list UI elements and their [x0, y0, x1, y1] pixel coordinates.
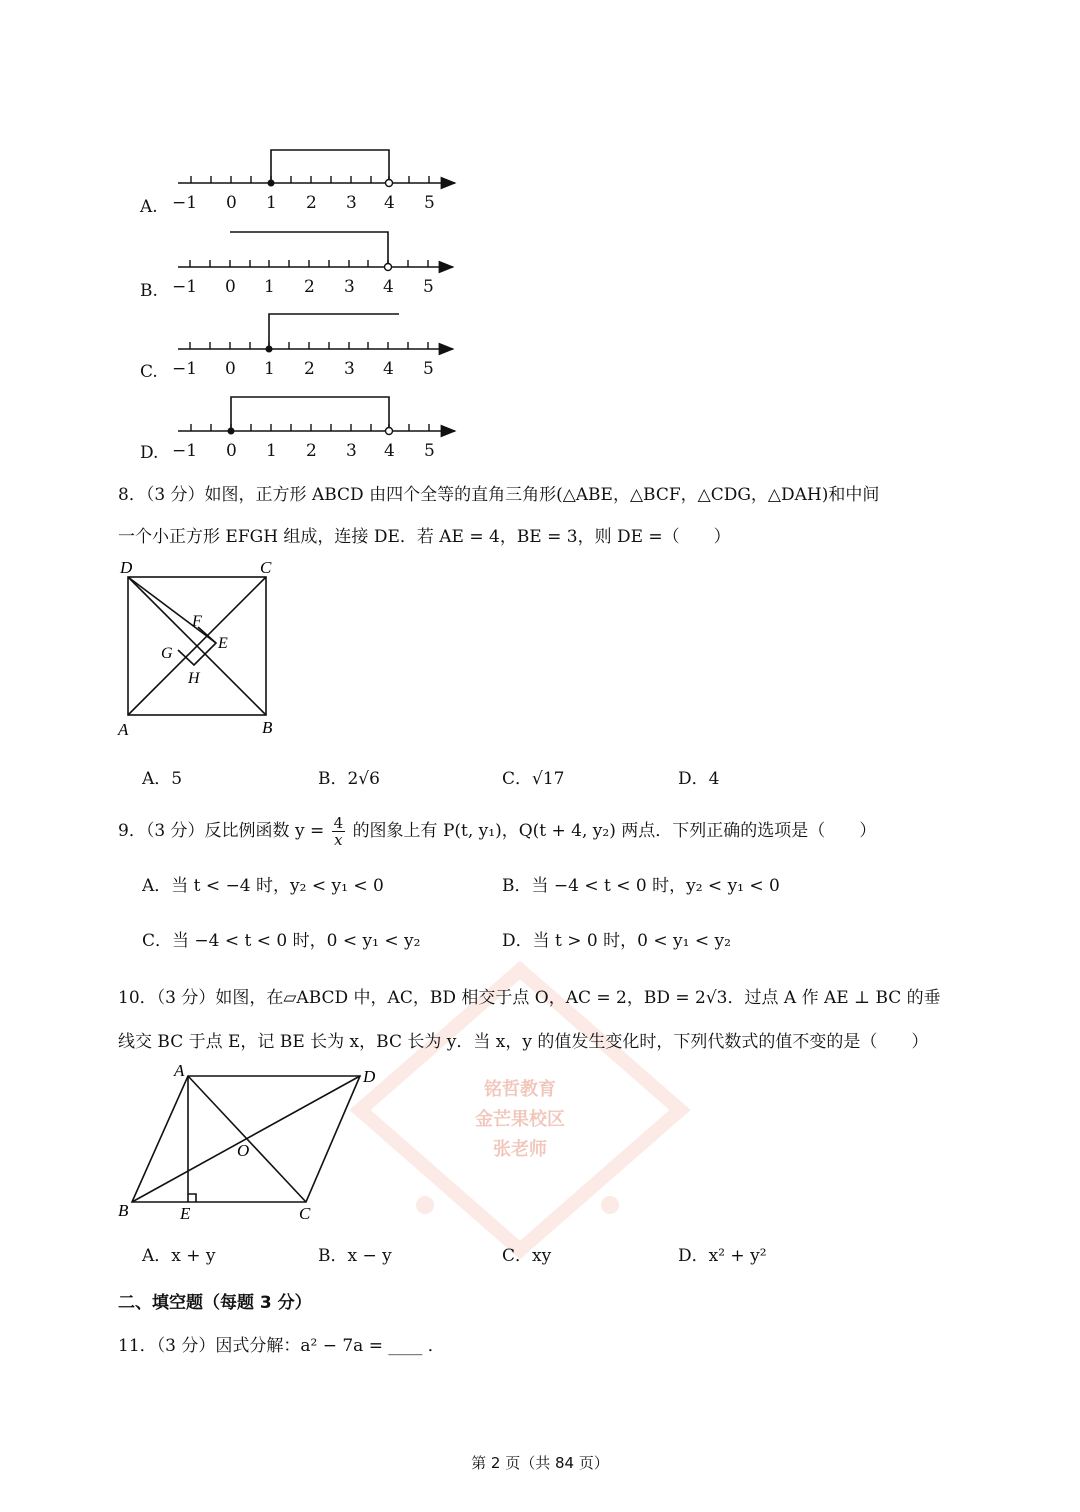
q10-line-2: 线交 BC 于点 E，记 BE 长为 x，BC 长为 y．当 x，y 的值发生变化时，下列代数式的值不变的是（ ）: [118, 1032, 929, 1052]
tick-label: 1: [264, 359, 275, 379]
tick-label: 0: [226, 441, 237, 461]
q9-stem-pre: 9．（3 分）反比例函数 y =: [118, 821, 325, 841]
q8-option-b: B．2√6: [318, 769, 380, 789]
tick-label: 4: [383, 359, 394, 379]
q10-option-d: D．x² + y²: [678, 1246, 767, 1266]
label-a: A: [174, 1061, 185, 1080]
number-line-b: [178, 232, 453, 271]
q9-stem: [118, 815, 876, 848]
watermark-line-3: 张老师: [493, 1139, 547, 1160]
number-line-c: [178, 314, 453, 353]
label-d: D: [120, 558, 133, 577]
label-f: F: [192, 613, 202, 630]
q7-option-c-label: C.: [140, 362, 158, 382]
label-c: C: [299, 1204, 311, 1223]
q9-fraction-den: x: [334, 831, 343, 849]
label-h: H: [188, 670, 200, 687]
label-a: A: [118, 720, 129, 739]
tick-label: 3: [346, 193, 357, 213]
q8-line-1: 8．（3 分）如图，正方形 ABCD 由四个全等的直角三角形(△ABE，△BCF，△CDG，△DAH)和中间: [118, 485, 880, 505]
section-title: 二、填空题（每题 3 分）: [118, 1293, 312, 1313]
tick-label: 2: [304, 277, 315, 297]
tick-label: 3: [346, 441, 357, 461]
q7-option-b-label: B.: [140, 281, 158, 301]
tick-label: −1: [172, 277, 198, 297]
q9-option-d: D．当 t > 0 时，0 < y₁ < y₂: [502, 931, 731, 951]
q10-option-a: A．x + y: [142, 1246, 216, 1266]
q9-stem-post: 的图象上有 P(t, y₁)，Q(t + 4, y₂) 两点．下列正确的选项是（ ）: [352, 821, 877, 841]
label-o: O: [237, 1141, 250, 1160]
tick-label: 2: [306, 441, 317, 461]
watermark-line-2: 金芒果校区: [475, 1109, 565, 1130]
tick-label: 5: [423, 359, 434, 379]
watermark-line-1: 铭哲教育: [484, 1079, 556, 1100]
q10-option-b: B．x − y: [318, 1246, 392, 1266]
tick-label: 4: [384, 193, 395, 213]
tick-label: 5: [424, 193, 435, 213]
page-footer: 第 2 页（共 84 页）: [471, 1454, 609, 1472]
q7-options: [0, 140, 500, 470]
number-line-d: [178, 397, 455, 435]
tick-label: 1: [266, 193, 277, 213]
label-c: C: [260, 558, 272, 577]
q11-text: 11．（3 分）因式分解：a² − 7a = ____ ．: [118, 1336, 445, 1356]
tick-label: 2: [304, 359, 315, 379]
tick-label: −1: [172, 359, 198, 379]
tick-label: 3: [344, 277, 355, 297]
number-line-a: [178, 150, 455, 187]
q8-line-2: 一个小正方形 EFGH 组成，连接 DE．若 AE = 4，BE = 3，则 DE =（ ）: [118, 527, 731, 547]
label-g: G: [161, 645, 173, 662]
tick-label: 3: [344, 359, 355, 379]
tick-label: 1: [266, 441, 277, 461]
q9-option-c: C．当 −4 < t < 0 时，0 < y₁ < y₂: [142, 931, 421, 951]
tick-label: 0: [225, 359, 236, 379]
square-figure: [110, 555, 290, 740]
q8-option-c: C．√17: [502, 769, 565, 789]
q9-option-b: B．当 −4 < t < 0 时，y₂ < y₁ < 0: [502, 876, 780, 896]
label-e: E: [180, 1204, 191, 1223]
q7-option-d-label: D.: [140, 443, 159, 463]
tick-label: 4: [384, 441, 395, 461]
q8-figure: [110, 555, 290, 740]
q9-fraction-num: 4: [333, 814, 344, 832]
q10-figure: [110, 1058, 390, 1228]
label-b: B: [262, 718, 273, 737]
q9-option-a: A．当 t < −4 时，y₂ < y₁ < 0: [142, 876, 384, 896]
q10-line-1: 10．（3 分）如图，在▱ABCD 中，AC，BD 相交于点 O，AC = 2，BD = 2√3．过点 A 作 AE ⊥ BC 的垂: [118, 988, 941, 1008]
label-e: E: [218, 635, 228, 652]
tick-label: 2: [306, 193, 317, 213]
tick-label: 4: [383, 277, 394, 297]
tick-label: 0: [226, 193, 237, 213]
q9-fraction: [332, 815, 346, 848]
tick-label: 1: [264, 277, 275, 297]
tick-label: 5: [423, 277, 434, 297]
q8-option-d: D．4: [678, 769, 720, 789]
tick-label: 5: [424, 441, 435, 461]
q7-option-a-label: A.: [140, 197, 158, 217]
label-b: B: [118, 1201, 129, 1220]
q10-option-c: C．xy: [502, 1246, 552, 1266]
q7-number-lines: [0, 140, 500, 470]
label-d: D: [363, 1067, 376, 1086]
tick-label: 0: [225, 277, 236, 297]
parallelogram-figure: [110, 1058, 390, 1228]
q8-option-a: A．5: [142, 769, 183, 789]
tick-label: −1: [172, 193, 198, 213]
tick-label: −1: [172, 441, 198, 461]
